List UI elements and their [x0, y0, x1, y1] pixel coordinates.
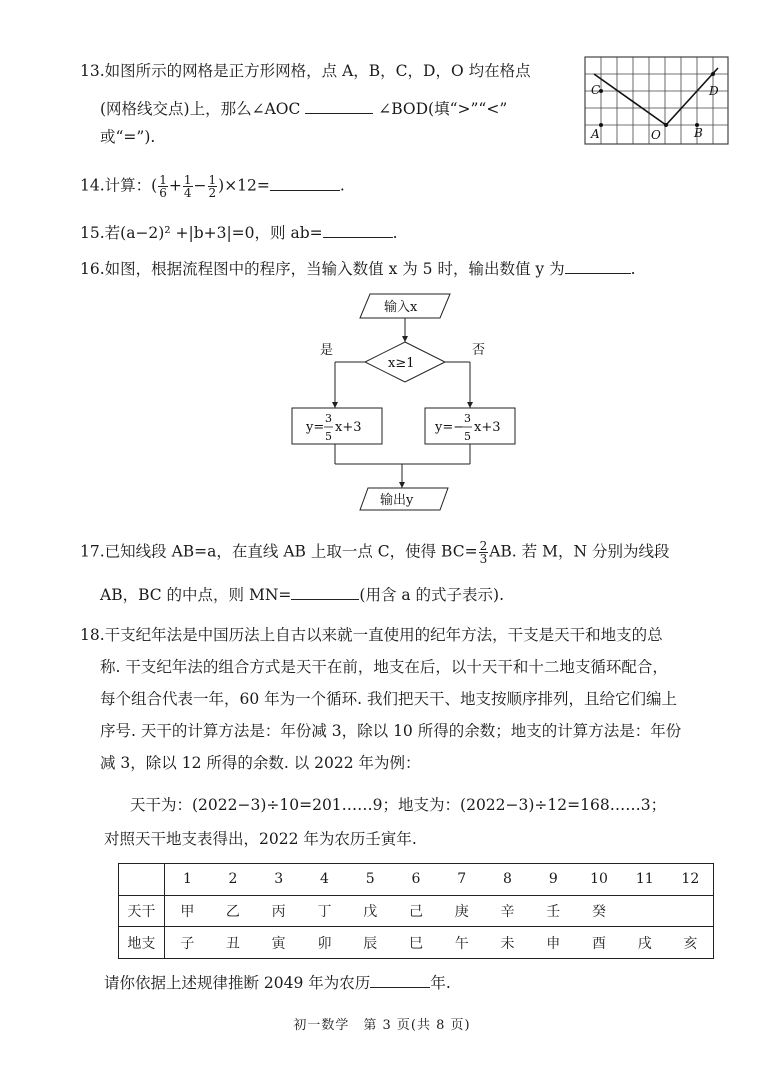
- table-cell: 丁: [302, 895, 348, 927]
- table-cell: 乙: [210, 895, 256, 927]
- q17-text1a: 已知线段 AB=a，在直线 AB 上取一点 C，使得 BC=: [104, 542, 478, 561]
- q18-calc: [130, 794, 666, 816]
- fraction: [479, 540, 489, 565]
- table-cell: 子: [164, 927, 210, 959]
- right-formula-num: 3: [464, 412, 471, 425]
- q18-text: 干支纪年法是中国历法上自古以来就一直使用的纪年方法，干支是天干和地支的总: [104, 626, 663, 644]
- right-formula-post: x+3: [474, 420, 501, 435]
- table-cell: 地支: [119, 927, 165, 959]
- q14-line: [80, 174, 345, 199]
- table-cell: 4: [319, 871, 329, 888]
- numerator: 1: [159, 173, 167, 187]
- q18-line1: [80, 624, 663, 646]
- q16-line: [80, 258, 636, 280]
- table-cell: 丙: [256, 895, 302, 927]
- q17-text2b: (用含 a 的式子表示).: [359, 586, 505, 604]
- right-formula-pre: y=−: [435, 420, 465, 435]
- table-cell: 寅: [256, 927, 302, 959]
- left-formula-den: 5: [325, 430, 332, 443]
- q13-text: 如图所示的网格是正方形网格，点 A，B，C，D，O 均在格点: [104, 62, 531, 80]
- table-cell: 丑: [210, 927, 256, 959]
- period: .: [630, 260, 636, 278]
- table-cell: 7: [457, 871, 467, 888]
- table-cell: [622, 895, 668, 927]
- denominator: 3: [479, 552, 488, 566]
- q18-line4: [100, 720, 681, 742]
- answer-blank[interactable]: [370, 973, 430, 988]
- left-formula-num: 3: [325, 412, 332, 425]
- fraction: [183, 174, 193, 199]
- table-row-dizhi: [119, 927, 714, 959]
- fraction: [158, 174, 168, 199]
- fraction: [208, 174, 218, 199]
- condition-label: x≥1: [388, 356, 415, 371]
- point-label-o: O: [651, 128, 661, 142]
- right-formula-den: 5: [464, 430, 471, 443]
- operator: +: [168, 176, 182, 195]
- grid-figure: [584, 56, 729, 146]
- q18-ask-text-a: 请你依据上述规律推断 2049 年为农历: [104, 974, 371, 992]
- table-cell: 己: [393, 895, 439, 927]
- table-cell: 10: [590, 871, 608, 888]
- q14-prefix: 计算：(: [104, 176, 158, 195]
- answer-blank[interactable]: [323, 223, 393, 238]
- question-number: 15.: [80, 224, 105, 242]
- table-cell: 1: [182, 871, 192, 888]
- yes-label: 是: [320, 343, 334, 358]
- q17-line1: [80, 540, 669, 565]
- numerator: 1: [208, 173, 217, 187]
- period: .: [339, 176, 345, 195]
- table-cell: 12: [681, 871, 700, 888]
- q18-ask: [104, 972, 451, 994]
- q13-text2b: ∠BOD(填“>”“<”: [378, 100, 508, 118]
- table-cell: [668, 895, 714, 927]
- flowchart: [280, 290, 520, 522]
- denominator: 2: [208, 186, 217, 200]
- question-number: 13.: [80, 62, 105, 80]
- period: .: [392, 224, 398, 242]
- q18-text: 减 3，除以 12 所得的余数. 以 2022 年为例：: [100, 754, 421, 772]
- table-cell: 9: [548, 871, 558, 888]
- answer-blank[interactable]: [305, 99, 373, 114]
- table-cell: 11: [635, 871, 654, 888]
- q18-text: 序号. 天干的计算方法是：年份减 3，除以 10 所得的余数；地支的计算方法是：年份: [100, 722, 682, 740]
- answer-blank[interactable]: [565, 259, 631, 274]
- denominator: 4: [183, 186, 192, 200]
- question-number: 16.: [80, 260, 105, 278]
- q17-text1b: AB. 若 M，N 分别为线段: [489, 542, 670, 561]
- point-label-b: B: [694, 126, 703, 140]
- table-cell: 亥: [668, 927, 714, 959]
- q15-line: [80, 222, 398, 244]
- table-cell: 6: [411, 871, 421, 888]
- question-number: 14.: [80, 176, 105, 195]
- table-row-tiangan: [119, 895, 714, 927]
- table-row-header: [119, 864, 714, 896]
- q18-line3: [100, 688, 677, 710]
- numerator: 2: [479, 539, 488, 553]
- table-cell: 甲: [164, 895, 210, 927]
- q18-text: 每个组合代表一年，60 年为一个循环. 我们把天干、地支按顺序排列，且给它们编上: [100, 690, 678, 708]
- table-cell: 卯: [302, 927, 348, 959]
- operator: −: [193, 176, 207, 195]
- table-cell: 酉: [576, 927, 622, 959]
- q17-line2: [100, 584, 504, 606]
- table-cell: 5: [365, 871, 375, 888]
- left-formula-post: x+3: [335, 420, 362, 435]
- page-footer: 初一数学 第 3 页(共 8 页): [293, 1018, 471, 1033]
- no-label: 否: [472, 343, 486, 358]
- table-cell: 2: [228, 871, 238, 888]
- table-cell: 8: [503, 871, 512, 888]
- answer-blank[interactable]: [270, 176, 340, 191]
- table-cell: 戊: [347, 895, 393, 927]
- table-cell: 庚: [439, 895, 485, 927]
- table-cell: 戌: [622, 927, 668, 959]
- q16-text: 如图，根据流程图中的程序，当输入数值 x 为 5 时，输出数值 y 为: [104, 260, 565, 278]
- ganzhi-table: [118, 863, 714, 959]
- table-cell: [119, 864, 165, 896]
- table-cell: 3: [274, 871, 284, 888]
- point-label-c: C: [591, 83, 601, 97]
- q13-text3: 或“=”).: [100, 128, 156, 146]
- table-cell: 申: [530, 927, 576, 959]
- denominator: 6: [159, 186, 167, 200]
- question-number: 17.: [80, 542, 105, 561]
- q15-text: 若(a−2)² +|b+3|=0，则 ab=: [104, 224, 323, 242]
- table-cell: 辛: [485, 895, 531, 927]
- left-formula-pre: y=: [306, 420, 325, 435]
- numerator: 1: [183, 173, 192, 187]
- q18-ask-text-b: 年.: [430, 974, 451, 992]
- point-label-d: D: [709, 84, 719, 98]
- table-cell: 未: [485, 927, 531, 959]
- q18-line5: [100, 752, 421, 774]
- q18-text: 称. 干支纪年法的组合方式是天干在前，地支在后，以十天干和十二地支循环配合，: [100, 658, 668, 676]
- point-label-a: A: [591, 127, 600, 141]
- question-number: 18.: [80, 626, 105, 644]
- table-cell: 癸: [576, 895, 622, 927]
- q13-text2a: (网格线交点)上，那么∠AOC: [100, 100, 301, 118]
- input-label: 输入x: [384, 300, 418, 315]
- q14-suffix: )×12=: [218, 176, 270, 195]
- q13-line3: [100, 126, 155, 148]
- answer-blank[interactable]: [291, 585, 359, 600]
- table-cell: 天干: [119, 895, 165, 927]
- table-cell: 巳: [393, 927, 439, 959]
- q18-conclusion: [104, 828, 417, 850]
- q18-calc-text: 天干为：(2022−3)÷10=201……9；地支为：(2022−3)÷12=168……3；: [130, 796, 667, 814]
- output-label: 输出y: [380, 493, 414, 508]
- table-cell: 午: [439, 927, 485, 959]
- q17-text2a: AB，BC 的中点，则 MN=: [100, 586, 292, 604]
- q18-line2: [100, 656, 668, 678]
- q13-line1: [80, 60, 531, 82]
- q18-conclusion-text: 对照天干地支表得出，2022 年为农历壬寅年.: [104, 830, 417, 848]
- table-cell: 壬: [530, 895, 576, 927]
- q13-line2: [100, 98, 507, 120]
- table-cell: 辰: [347, 927, 393, 959]
